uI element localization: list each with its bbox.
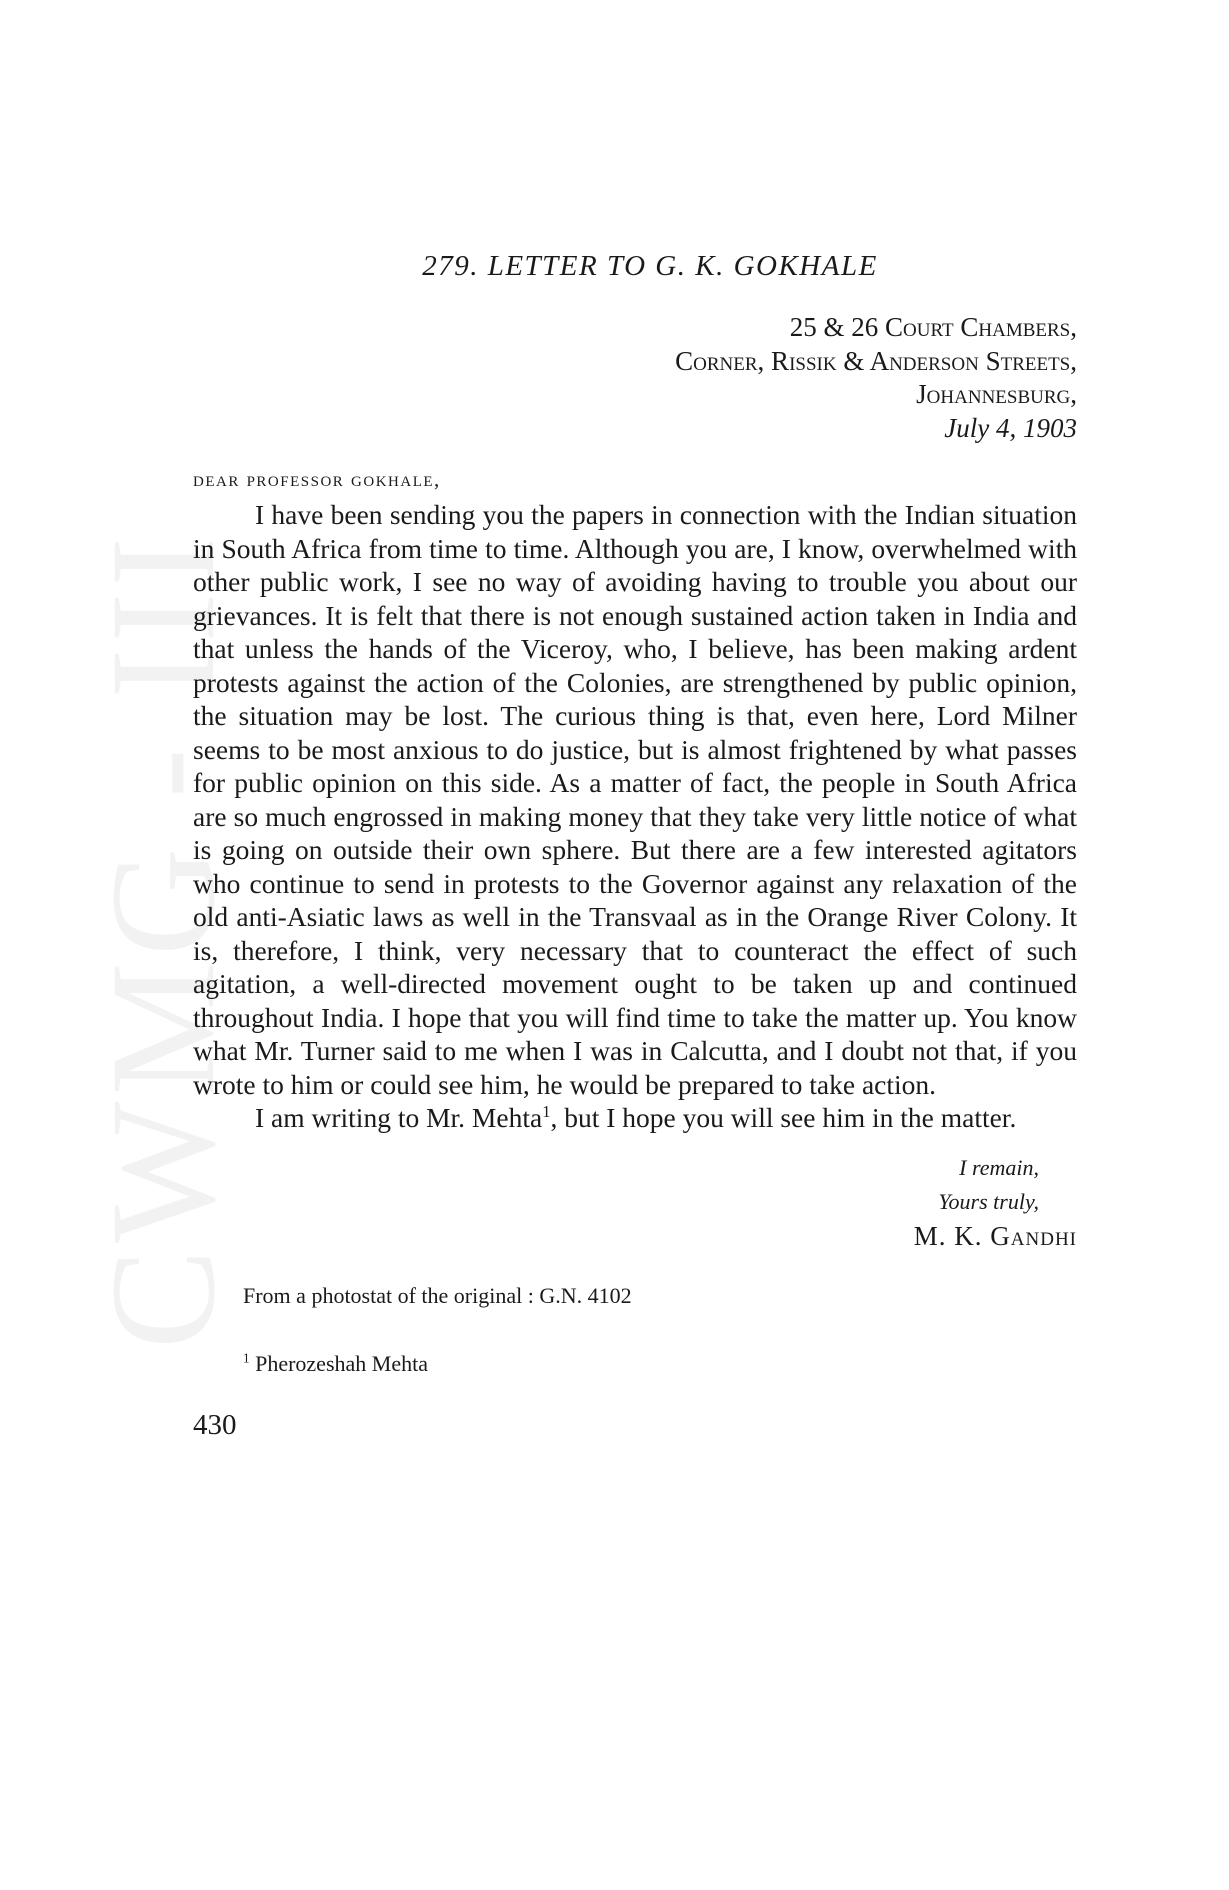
closing-remain: I remain, [959, 1154, 1039, 1180]
letter-date: July 4, 1903 [944, 412, 1077, 443]
signature: M. K. Gandhi [913, 1220, 1077, 1251]
paragraph-1: I have been sending you the papers in connection with the Indian situation in South Africa from time to time. Although you are, I know, overwhelmed with other public work, I see no way of avoiding having to trouble you about our grievances. It is felt that there is not enough sustained action taken in India and that unless the hands of the Viceroy, who, I believe, has been making ardent protests against the action of the Colonies, are strengthened by public opinion, the situation may be lost. The curious thing is that, even here, Lord Milner seems to be most anxious to do justice, but is almost frightened by what passes for public opinion on this side. As a matter of fact, the people in South Africa are so much engrossed in making money that they take very little notice of what is going on outside their own sphere. But there are a few interested agitators who continue to send in protests to the Governor against any relaxation of the old anti-Asiatic laws as well in the Transvaal as in the Orange River Colony. It is, therefore, I think, very necessary that to counteract the effect of such agitation, a well-directed movement ought to be taken up and continued throughout India. I hope that you will find time to take the matter up. You know what Mr. Turner said to me when I was in Calcutta, and I doubt not that, if you wrote to him or could see him, he would be prepared to take action. [193, 499, 1077, 1100]
letter-title: 279. LETTER TO G. K. GOKHALE [422, 250, 878, 282]
page-number: 430 [193, 1408, 237, 1441]
paragraph-2-start: I am writing to Mr. Mehta [255, 1102, 543, 1133]
footnote-text: Pherozeshah Mehta [255, 1350, 428, 1376]
salutation: dear professor gokhale, [193, 467, 441, 491]
paragraph-2-end: , but I hope you will see him in the matter. [550, 1102, 1017, 1133]
closing-truly: Yours truly, [938, 1188, 1039, 1214]
watermark-text: CWMG - III [80, 530, 247, 1350]
letter-body [193, 498, 1077, 1135]
address-line-3: Johannesburg, [916, 379, 1077, 409]
sender-address [193, 311, 1077, 445]
address-line-2: Corner, Rissik & Anderson Streets, [675, 345, 1077, 376]
footnote [193, 1351, 1077, 1377]
source-note: From a photostat of the original : G.N. 4102 [243, 1282, 632, 1308]
document-page [193, 250, 1077, 1442]
address-line-1: 25 & 26 Court Chambers, [789, 312, 1077, 342]
paragraph-2 [193, 1101, 1077, 1135]
footnote-mark: 1 [243, 1350, 250, 1366]
footnote-ref: 1 [542, 1101, 551, 1121]
closing-block [193, 1151, 1077, 1253]
